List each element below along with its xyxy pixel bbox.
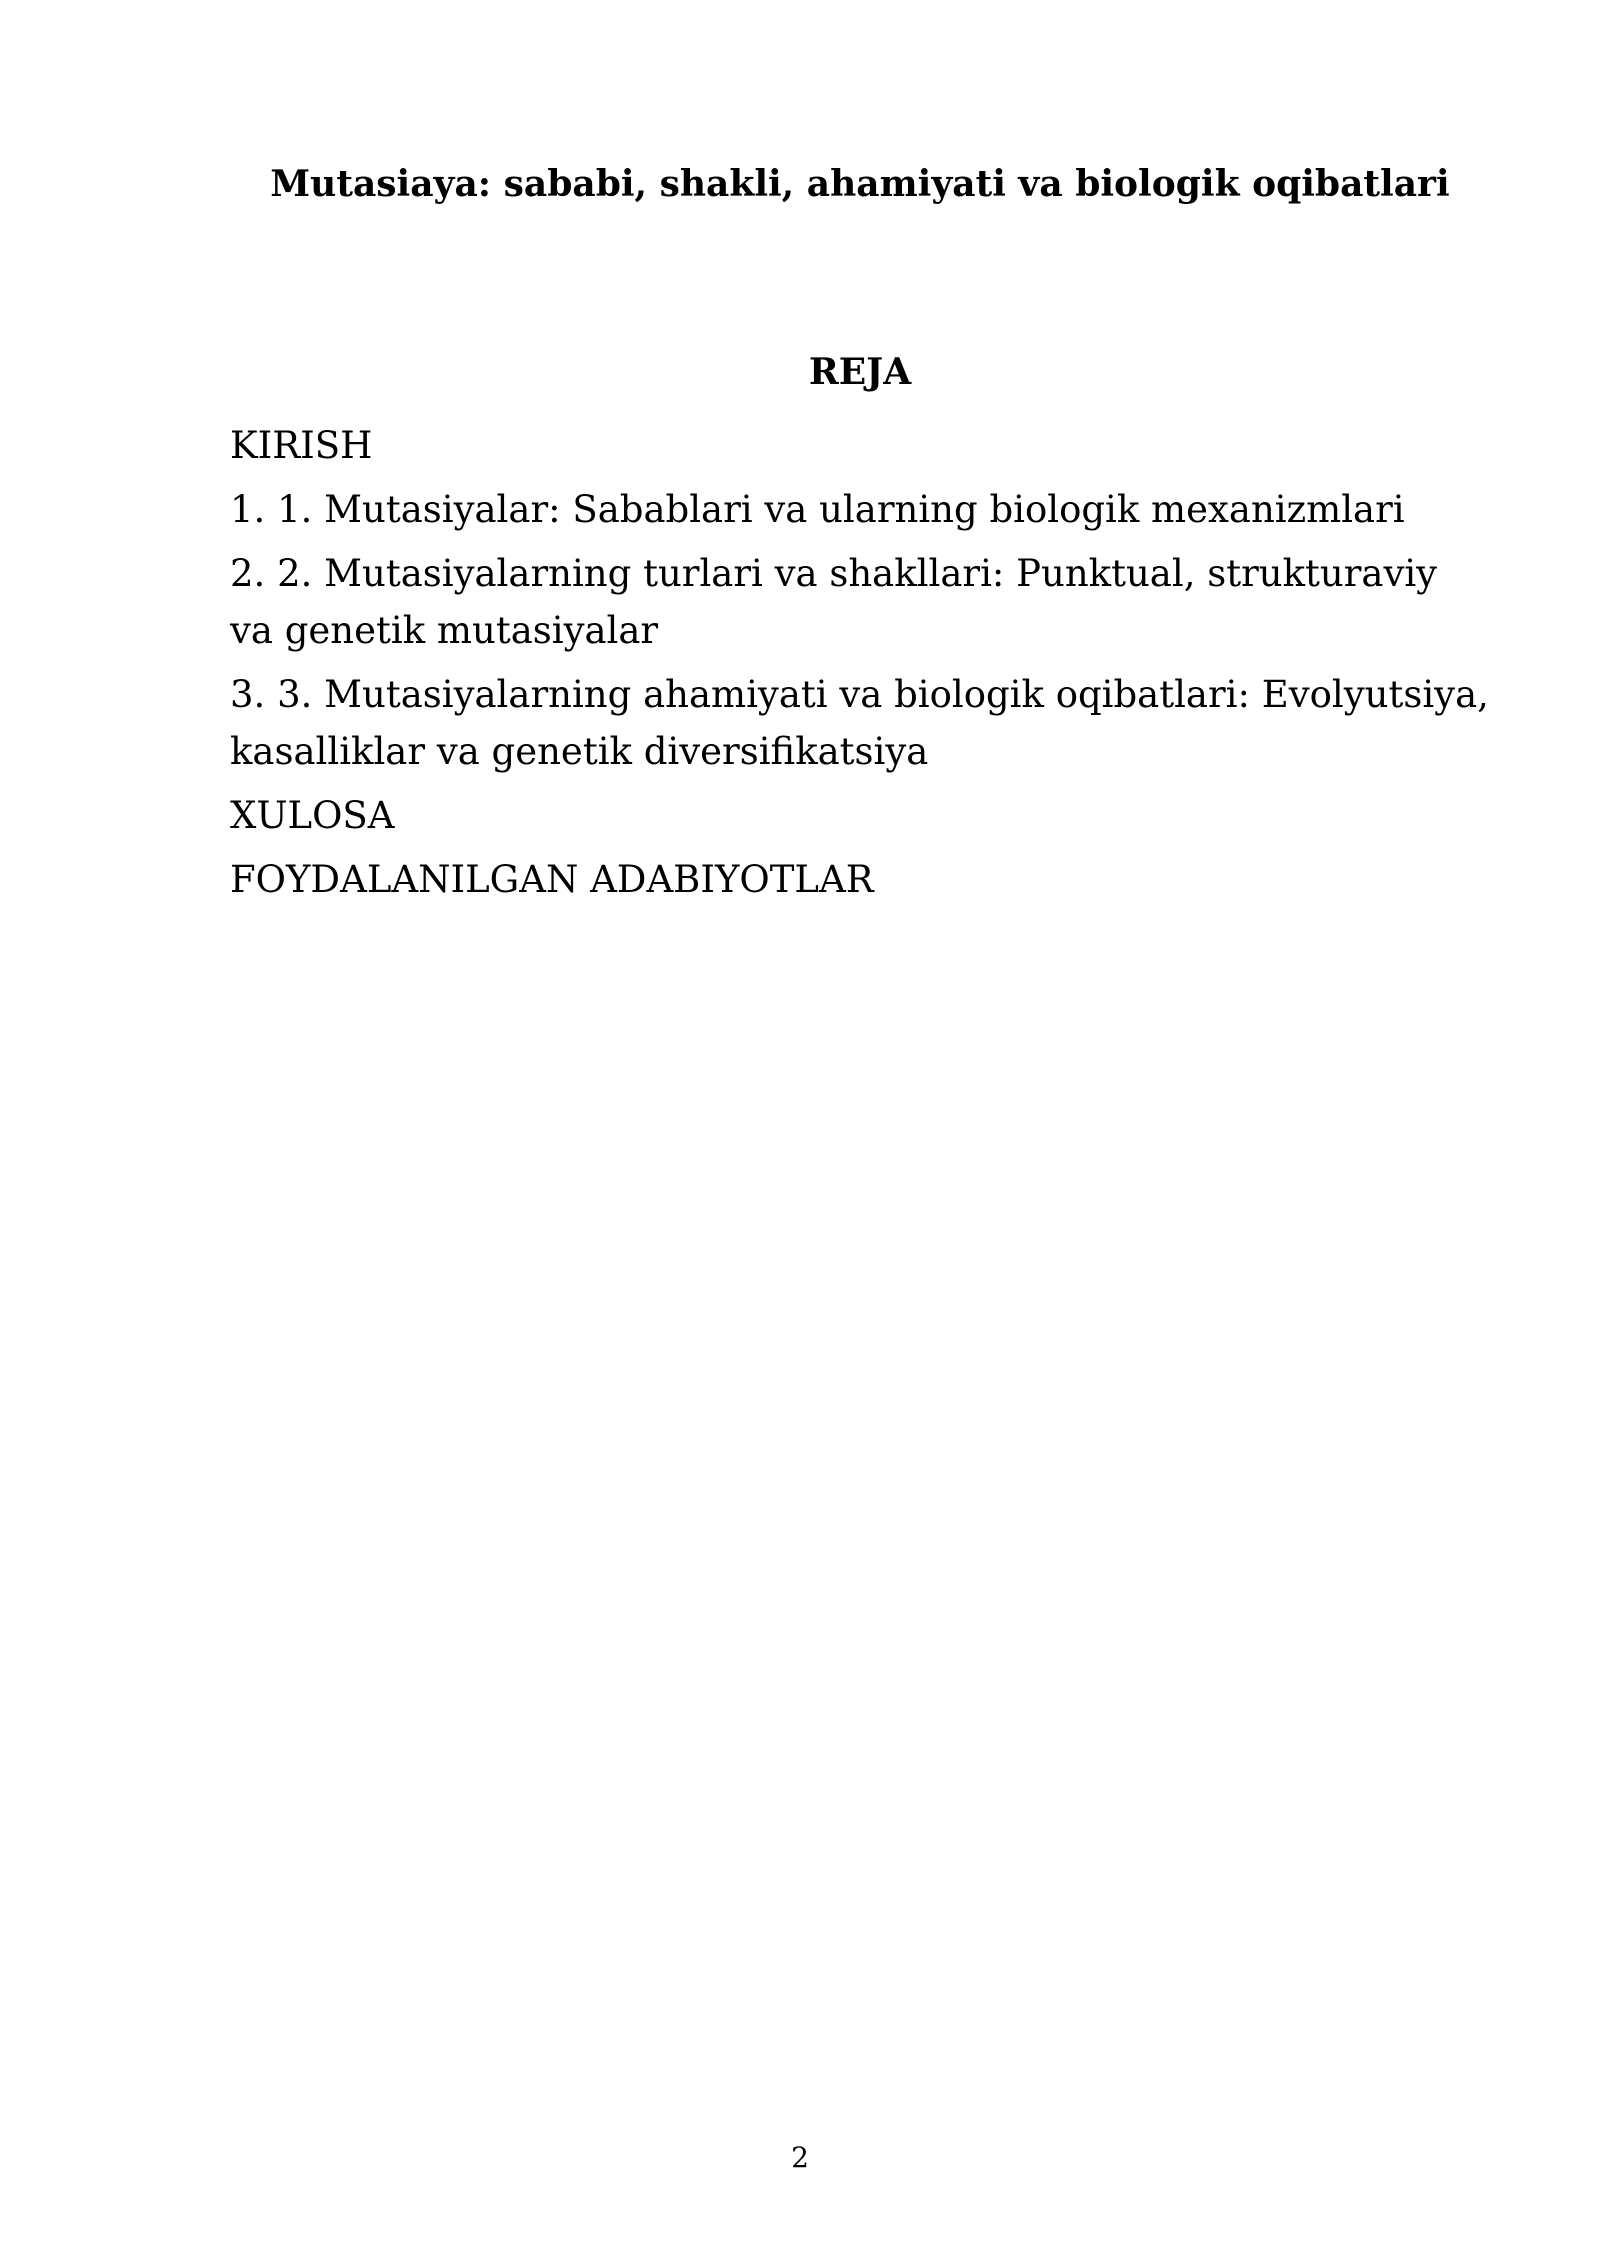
toc-item-references: FOYDALANILGAN ADABIYOTLAR (230, 858, 874, 901)
plan-heading: REJA (808, 351, 912, 393)
toc-item-section-3: 3. 3. Mutasiyalarning ahamiyati va biologik oqibatlari: Evolyutsiya, kasalliklar va genetik diversifikatsiya (230, 673, 1489, 773)
toc-item-section-1: 1. 1. Mutasiyalar: Sabablari va ularning biologik mexanizmlari (230, 488, 1405, 531)
toc-item-conclusion: XULOSA (230, 794, 395, 837)
toc-item-introduction: KIRISH (230, 424, 373, 467)
toc-item-section-2: 2. 2. Mutasiyalarning turlari va shakllari: Punktual, strukturaviy va genetik mutasiyalar (230, 552, 1438, 652)
document-title: Mutasiaya: sababi, shakli, ahamiyati va biologik oqibatlari (270, 163, 1450, 205)
page-number: 2 (791, 2141, 809, 2174)
table-of-contents (230, 417, 1490, 915)
